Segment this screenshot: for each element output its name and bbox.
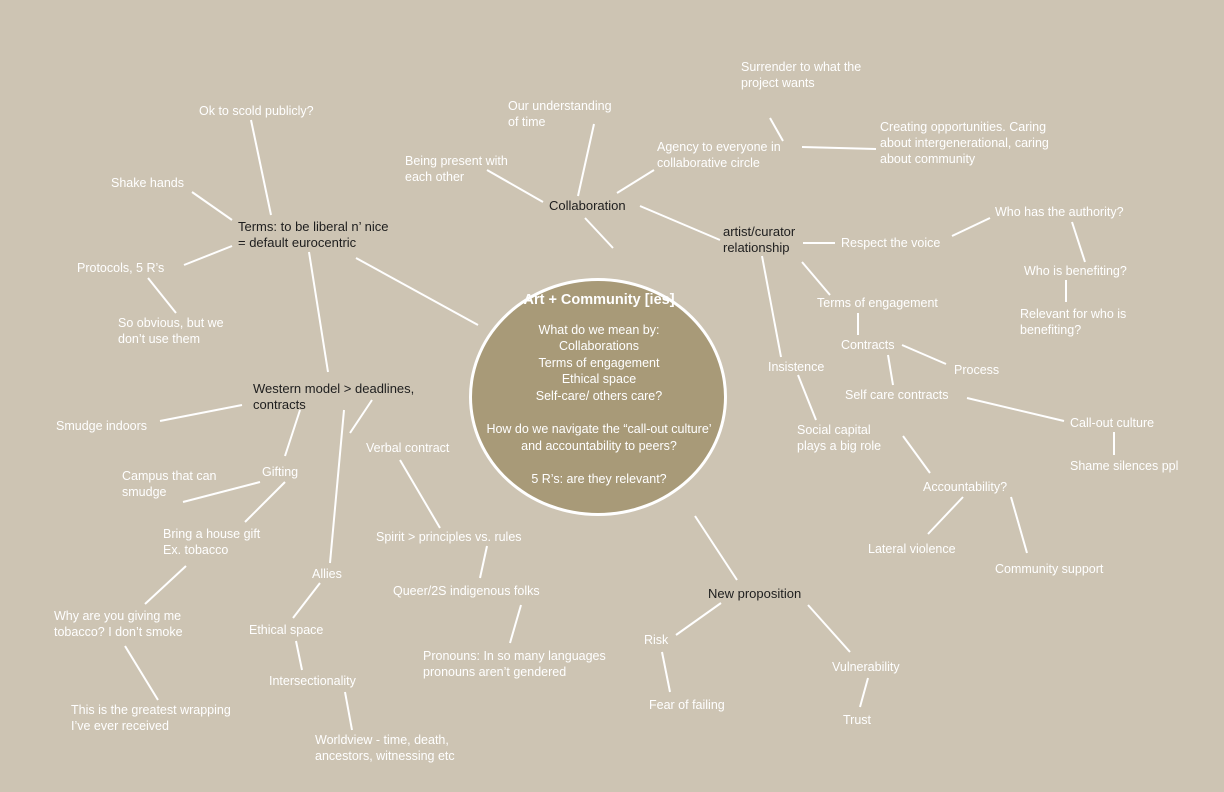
- node-accountability: Accountability?: [923, 480, 1008, 494]
- node-agency: Agency to everyone in collaborative circle: [657, 140, 781, 170]
- node-campus-smudge: Campus that can smudge: [122, 469, 217, 499]
- connector-line: [356, 258, 478, 325]
- node-pronouns: Pronouns: In so many languages pronouns aren’t gendered: [423, 649, 606, 679]
- node-lateral-violence: Lateral violence: [868, 542, 956, 556]
- node-self-care-contracts: Self care contracts: [845, 388, 949, 402]
- hub-artist-curator: artist/curator relationship: [723, 224, 796, 255]
- center-closing: 5 R’s: are they relevant?: [531, 472, 667, 486]
- connector-line: [510, 605, 521, 643]
- connector-line: [145, 566, 186, 604]
- connector-line: [770, 118, 783, 141]
- node-allies: Allies: [312, 567, 342, 581]
- node-who-authority: Who has the authority?: [995, 205, 1124, 219]
- connector-line: [1011, 497, 1027, 553]
- connector-line: [903, 436, 930, 473]
- node-shame-silences: Shame silences ppl: [1070, 459, 1179, 473]
- connector-line: [808, 605, 850, 652]
- node-risk: Risk: [644, 633, 669, 647]
- connector-line: [125, 646, 158, 700]
- connector-line: [860, 678, 868, 707]
- node-process: Process: [954, 363, 1000, 377]
- node-surrender: Surrender to what the project wants: [741, 60, 862, 90]
- hub-new-proposition: New proposition: [708, 586, 802, 601]
- node-terms-engagement: Terms of engagement: [817, 296, 938, 310]
- hub-terms: Terms: to be liberal n’ nice = default eurocentric: [238, 219, 389, 250]
- connector-line: [662, 652, 670, 692]
- node-being-present: Being present with each other: [405, 154, 508, 184]
- node-shake-hands: Shake hands: [111, 176, 184, 190]
- connector-line: [967, 398, 1064, 421]
- node-call-out-culture: Call-out culture: [1070, 416, 1155, 430]
- connector-line: [585, 218, 613, 248]
- node-smudge-indoors: Smudge indoors: [56, 419, 148, 433]
- connector-line: [184, 246, 232, 265]
- node-fear-failing: Fear of failing: [649, 698, 725, 712]
- connector-line: [617, 170, 654, 193]
- node-vulnerability: Vulnerability: [832, 660, 900, 674]
- node-ok-to-scold: Ok to scold publicly?: [199, 104, 314, 118]
- node-verbal-contract: Verbal contract: [366, 441, 450, 455]
- center-title: Art + Community [ies]: [523, 292, 675, 308]
- connector-line: [251, 120, 271, 215]
- connector-line: [902, 345, 946, 364]
- connector-line: [928, 497, 963, 534]
- connector-line: [798, 375, 816, 420]
- connector-line: [762, 256, 781, 357]
- node-spirit: Spirit > principles vs. rules: [376, 530, 522, 544]
- connector-line: [285, 410, 300, 456]
- connector-line: [400, 460, 440, 528]
- node-contracts: Contracts: [841, 338, 895, 352]
- node-greatest-wrapping: This is the greatest wrapping I’ve ever received: [71, 703, 231, 733]
- connector-line: [640, 206, 720, 240]
- node-ethical-space: Ethical space: [249, 623, 324, 637]
- center-text-block: [479, 292, 719, 488]
- connector-line: [293, 583, 320, 618]
- node-queer-2s: Queer/2S indigenous folks: [393, 584, 540, 598]
- center-item: Collaborations: [559, 339, 639, 353]
- node-insistence: Insistence: [768, 360, 825, 374]
- connector-line: [480, 546, 487, 578]
- node-who-benefiting: Who is benefiting?: [1024, 264, 1127, 278]
- connector-line: [148, 278, 176, 313]
- node-so-obvious: So obvious, but we don’t use them: [118, 316, 224, 346]
- node-protocols: Protocols, 5 R’s: [77, 261, 165, 275]
- connector-line: [309, 252, 328, 372]
- node-our-understanding: Our understanding of time: [508, 99, 612, 129]
- connector-line: [676, 603, 721, 635]
- center-item: Ethical space: [561, 372, 637, 386]
- connector-line: [330, 410, 344, 563]
- node-trust: Trust: [843, 713, 872, 727]
- center-item: Self-care/ others care?: [535, 388, 663, 403]
- center-item: Terms of engagement: [538, 355, 660, 370]
- connector-line: [802, 147, 876, 149]
- node-intersectionality: Intersectionality: [269, 674, 356, 688]
- hub-collaboration: Collaboration: [549, 198, 626, 213]
- connector-line: [1072, 222, 1085, 262]
- node-why-tobacco: Why are you giving me tobacco? I don’t smoke: [54, 609, 183, 639]
- connector-line: [345, 692, 352, 730]
- node-relevant-for: Relevant for who is benefiting?: [1020, 307, 1127, 337]
- connector-line: [802, 262, 830, 295]
- node-house-gift: Bring a house gift Ex. tobacco: [163, 527, 261, 557]
- center-question: How do we navigate the “call-out culture’ and accountability to peers?: [486, 422, 712, 453]
- center-intro: What do we mean by:: [538, 322, 660, 337]
- connector-line: [952, 218, 990, 236]
- connector-line: [578, 124, 594, 196]
- node-gifting: Gifting: [262, 465, 299, 479]
- connector-line: [192, 192, 232, 220]
- hub-western-model: Western model > deadlines, contracts: [253, 381, 415, 412]
- node-worldview: Worldview - time, death, ancestors, witnessing etc: [315, 733, 455, 763]
- node-creating-opportunities: Creating opportunities. Caring about intergenerational, caring about community: [880, 120, 1049, 166]
- connector-line: [245, 482, 285, 522]
- connector-line: [160, 405, 242, 421]
- node-social-capital: Social capital plays a big role: [797, 423, 882, 453]
- connector-line: [695, 516, 737, 580]
- node-community-support: Community support: [995, 562, 1104, 576]
- connector-line: [296, 641, 302, 670]
- node-respect-voice: Respect the voice: [841, 236, 941, 250]
- connector-line: [888, 355, 893, 385]
